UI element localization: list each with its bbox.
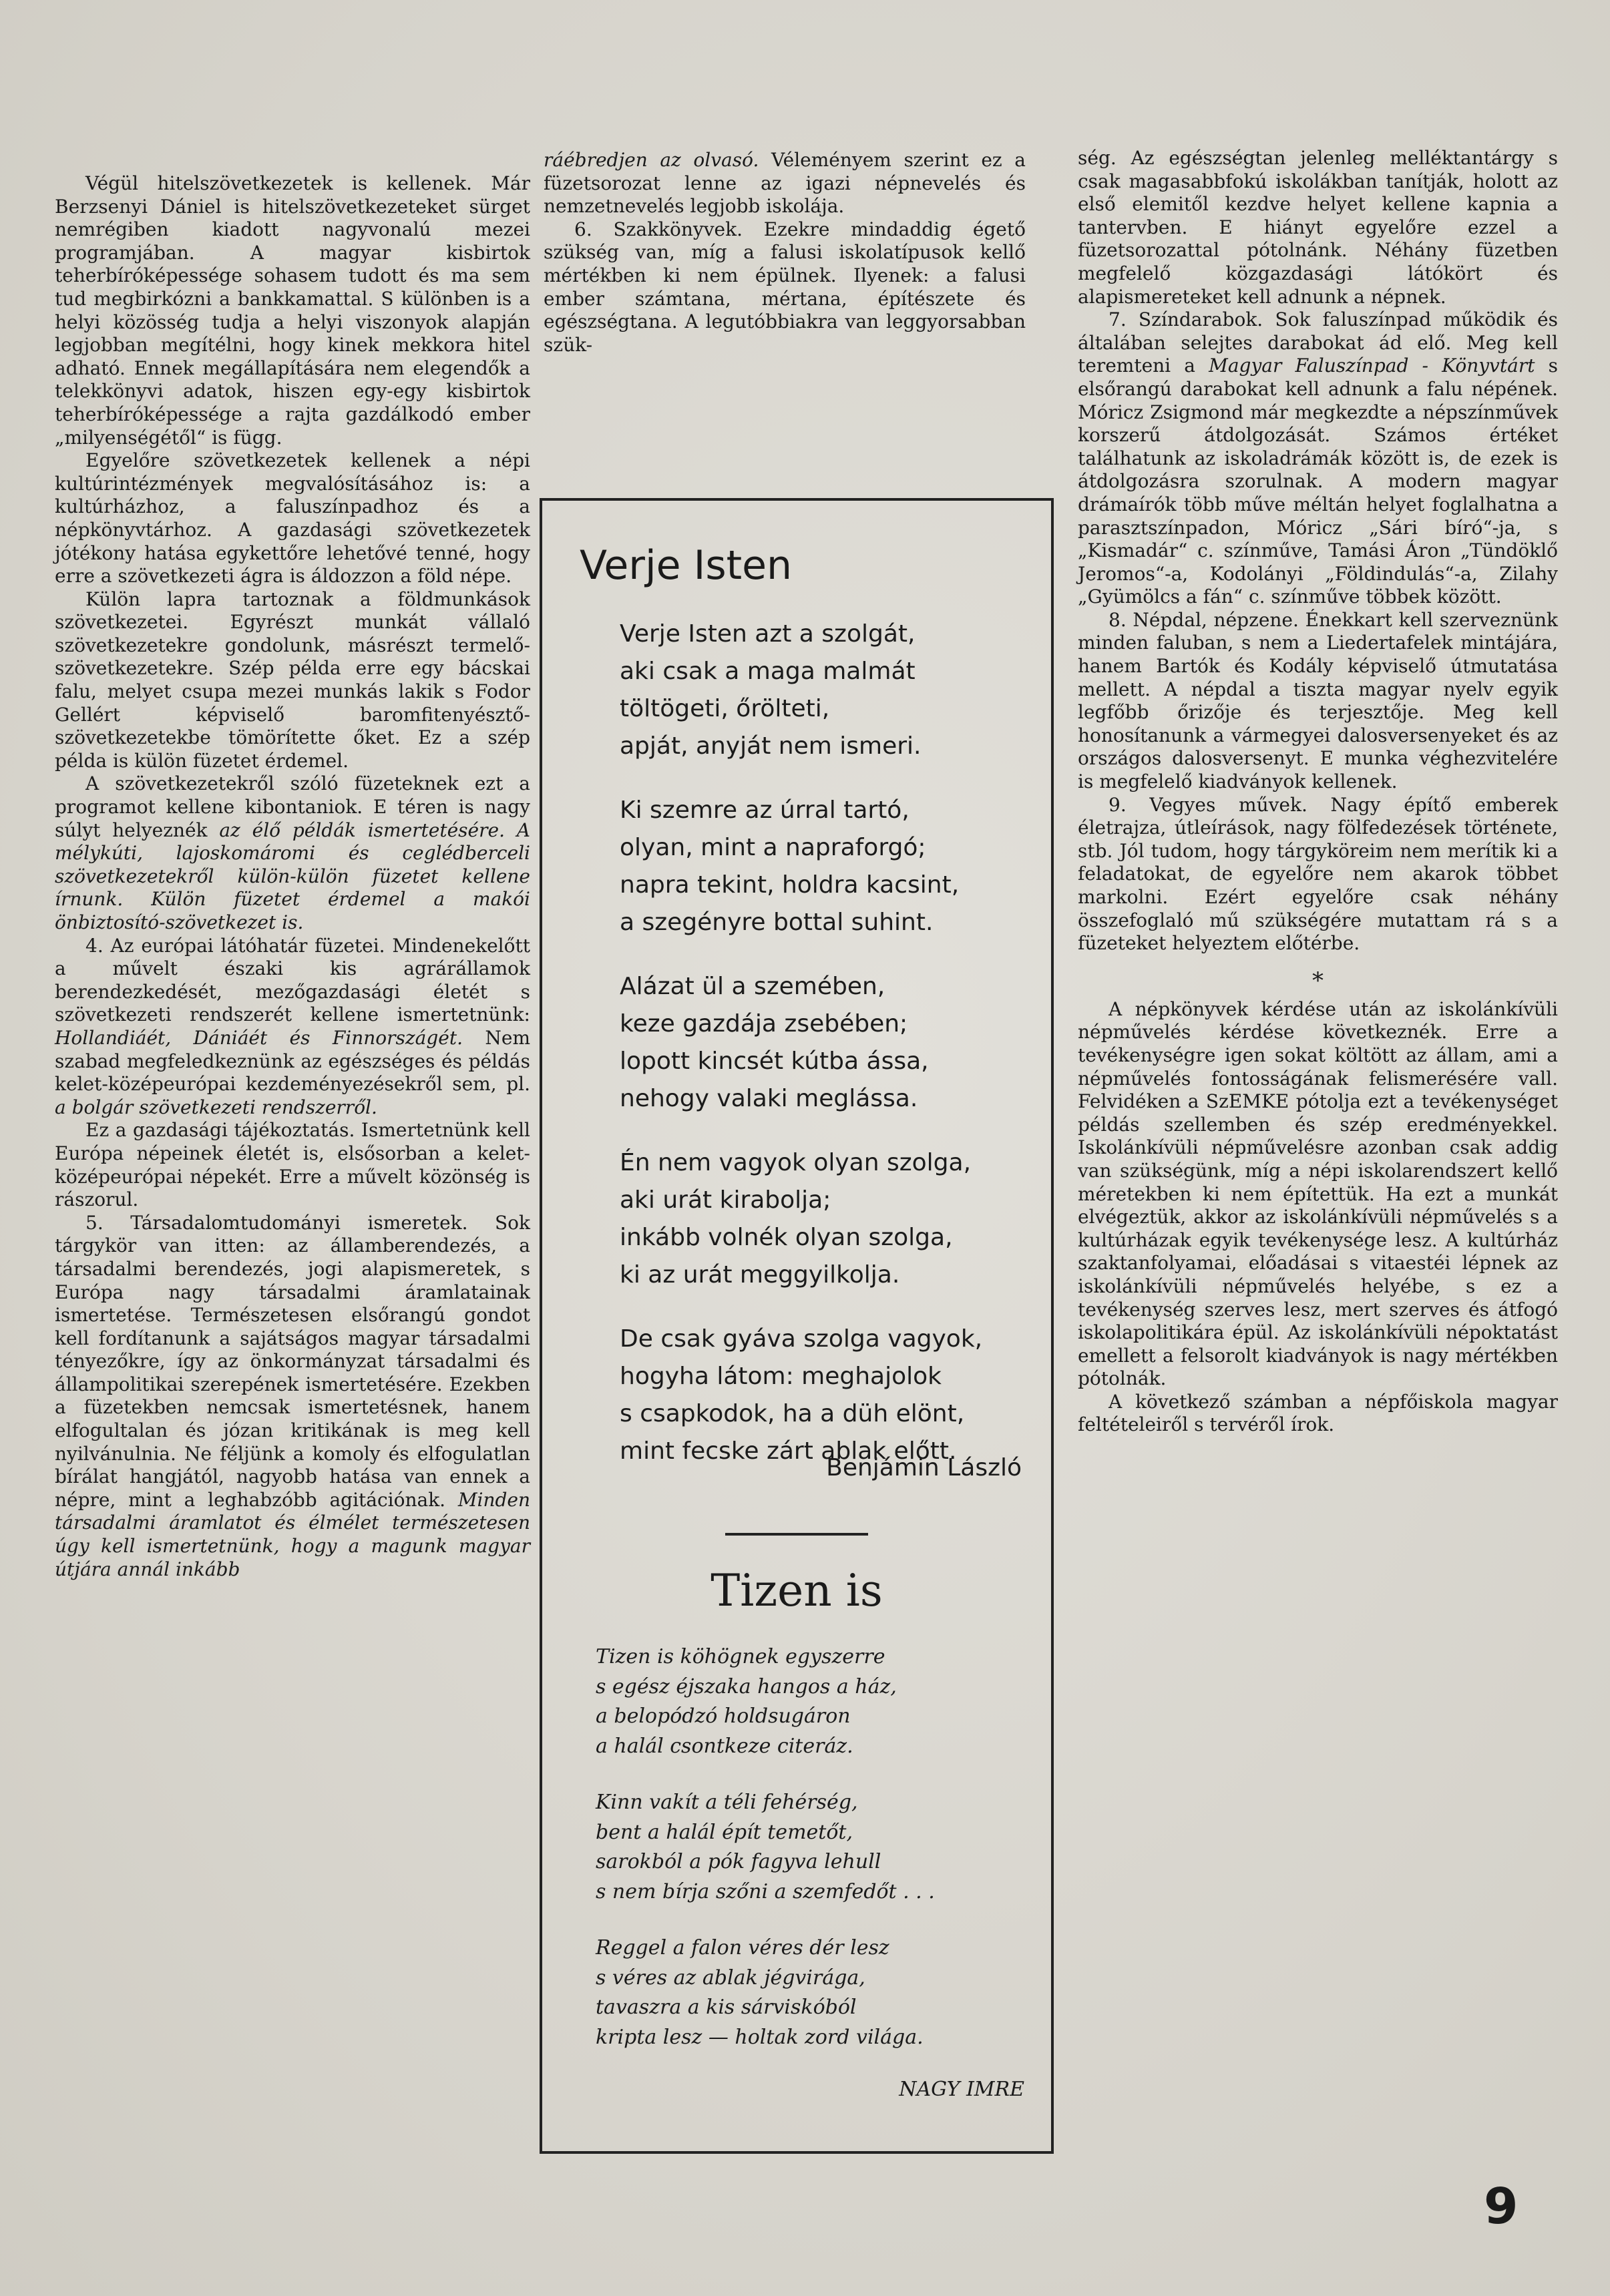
text-run: 9. Vegyes művek. Nagy építő emberek életrajza, útleírások, nagy fölfedezések története, stb. Jól tudom, hogy tárgyköreim nem merítik ki a feladatokat, de egyelőre nem akarok többet markolni. Ezért egyelőre csak néhány összefoglaló mű szükségére mutattam rá s a füzeteket helyeztem előtérbe.	[1078, 793, 1558, 955]
paragraph	[544, 149, 1026, 218]
poem-2-title: Tizen is	[711, 1565, 883, 1616]
page-number: 9	[1484, 2178, 1519, 2235]
paragraph	[1078, 998, 1558, 1391]
section-separator: *	[1312, 967, 1324, 994]
paragraph	[55, 1212, 530, 1582]
right-column	[1078, 147, 1558, 1437]
poem-line: töltögeti, őrölteti,	[620, 695, 830, 722]
text-run: 8. Népdal, népzene. Énekkart kell szerveznünk minden faluban, s nem a Liedertafelek mintájára, hanem Bartók és Kodály képviselő útmutatása mellett. A népdal a tiszta magyar nyelv egyik legfőbb őrizője és terjesztője. Meg kell honosítanunk a vármegyei dalosversenyeket és az országos dalosversenyt. E munka véghezvitelére is megfelelő kiadványok kellenek.	[1078, 608, 1558, 793]
poem-line: tavaszra a kis sárviskóból	[596, 1996, 857, 2019]
stanza	[620, 616, 1047, 765]
paragraph	[55, 935, 530, 1120]
italic-text: Magyar Faluszínpad - Könyvtárt	[1209, 355, 1535, 377]
poem-line: Reggel a falon véres dér lesz	[596, 1936, 889, 1960]
poem-line: s egész éjszaka hangos a ház,	[596, 1674, 897, 1698]
poem-line: nehogy valaki meglássa.	[620, 1085, 918, 1112]
divider-rule	[725, 1533, 868, 1536]
paragraph	[55, 172, 530, 449]
text-run: s elsőrangú darabokat kell adnunk a falu népének. Móricz Zsigmond már megkezdte a népszínművek korszerű átdolgozását. Számos értéket találhatunk az iskoladrámák között is, de ezek is átdolgozásra szorulnak. A modern magyar drámaírók több műve méltán helyet foglalhatna a parasztszínpadon, Móricz „Sári bíró“-ja, s „Kismadár“ c. színműve, Tamási Áron „Tündöklő Jeromos“-a, Kodolányi „Földindulás“-a, Zilahy „Gyümölcs a fán“ c. színműve többek között.	[1078, 355, 1558, 608]
poem-2-body	[596, 1642, 1036, 2079]
poem-line: inkább volnék olyan szolga,	[620, 1224, 953, 1251]
paragraph	[1078, 147, 1558, 308]
text-run: Végül hitelszövetkezetek is kellenek. Már Berzsenyi Dániel is hitelszövetkezeteket sürget nemrégiben kiadott nagyvonalú mezei programjában. A magyar kisbirtok teherbíróképessége sohasem tudott és ma sem tud megbirkózni a bankkamattal. S különben is a helyi közösség tudja a helyi viszonyok alapján legjobban megítélni, hogy kinek mekkora hitel adható. Ennek megállapítására nem elegendők a telekkönyvi adatok, hiszen egy-egy kisbirtok teherbíróképessége a rajta gazdálkodó ember „milyenségétől“ is függ.	[55, 172, 530, 449]
text-run: ség. Az egészségtan jelenleg melléktantárgy s csak magasabbfokú iskolákban tanítják, holott az első elemitől kezdve helyet kellene kapnia a tantervben. E hiányt egyelőre ezzel a füzetsorozattal pótolnánk. Néhány füzetben megfelelő közgazdasági látókört és alapismereteket kell adnunk a népnek.	[1078, 147, 1558, 308]
paragraph	[544, 218, 1026, 357]
text-run: 6. Szakkönyvek. Ezekre mindaddig égető szükség van, míg a falusi iskolatípusok kellő mértékben ki nem épülnek. Ilyenek: a falusi ember számtana, mértana, építészete és egészségtana. A legutóbbiakra van leggyorsabban szük-	[544, 218, 1026, 356]
poem-line: apját, anyját nem ismeri.	[620, 732, 922, 760]
stanza	[596, 1788, 1036, 1907]
stanza	[620, 1144, 1047, 1294]
italic-text: az élő példák ismertetésére. A mélykúti, lajoskomáromi és ceglédberceli szövetkezetekről külön-külön füzetet kellene írnunk. Külön füzetet érdemel a makói önbiztosító-szövetkezet is.	[55, 819, 531, 933]
middle-column-text	[544, 149, 1026, 357]
poem-line: a belopódzó holdsugáron	[596, 1704, 851, 1728]
poem-line: s véres az ablak jégvirága,	[596, 1966, 865, 1990]
text-run: 4. Az európai látóhatár füzetei. Mindenekelőtt a művelt északi kis agrárállamok berendezkedését, mezőgazdasági életét s szövetkezeti rendszerét kellene ismertetnünk:	[55, 934, 530, 1026]
poem-line: Én nem vagyok olyan szolga,	[620, 1149, 972, 1176]
italic-text: a bolgár szövetkezeti rendszerről.	[55, 1096, 377, 1118]
poem-2-author: NAGY IMRE	[899, 2078, 1024, 2101]
poem-1-body	[620, 616, 1047, 1497]
poem-line: bent a halál épít temetőt,	[596, 1820, 853, 1844]
poem-line: a halál csontkeze citeráz.	[596, 1734, 853, 1758]
stanza	[620, 1321, 1047, 1470]
paragraph	[1078, 1391, 1558, 1437]
poem-line: sarokból a pók fagyva lehull	[596, 1850, 881, 1873]
poem-1-title: Verje Isten	[580, 542, 793, 589]
paragraph	[55, 772, 530, 934]
text-run: Egyelőre szövetkezetek kellenek a népi kultúrintézmények megvalósításához is: a kultúrházhoz, a faluszínpadhoz és a népkönyvtárhoz. A gazdasági szövetkezetek jótékony hatása egykettőre lehetővé tenné, hogy erre a szövetkezeti ágra is áldozzon a föld népe.	[55, 449, 530, 588]
poem-line: s csapkodok, ha a düh elönt,	[620, 1400, 965, 1427]
poem-line: Tizen is köhögnek egyszerre	[596, 1645, 885, 1668]
poem-line: Kinn vakít a téli fehérség,	[596, 1791, 858, 1814]
poem-line: kripta lesz — holtak zord világa.	[596, 2025, 924, 2049]
poems-box	[540, 498, 1054, 2154]
italic-text: Minden társadalmi áramlatot és élmélet természetesen úgy kell ismertetnünk, hogy a magunk magyar útjára annál inkább	[55, 1488, 530, 1580]
poem-line: Alázat ül a szemében,	[620, 973, 885, 1000]
paragraph	[55, 449, 530, 588]
text-run: 5. Társadalomtudományi ismeretek. Sok tárgykör van itten: az államberendezés, a társadalmi berendezés, jogi alapismeretek, s Európa nagy társadalmi áramlatainak ismertetése. Természetesen elsőrangú gondot kell fordítanunk a sajátságos magyar társadalmi tényezőkre, így az önkormányzat társadalmi és állampolitikai szerepének ismertetésére. Ezekben a füzetekben nemcsak ismertetésnek, hanem elfogultalan és józan kritikának is meg kell nyilvánulnia. Ne féljünk a komoly és elfogulatlan bírálat hangjától, nagyobb hatása van ennek a népre, mint a leghabzóbb agitációnak.	[55, 1211, 530, 1511]
paragraph	[55, 588, 530, 773]
stanza	[620, 968, 1047, 1118]
stanza	[620, 792, 1047, 941]
text-run: A következő számban a népfőiskola magyar feltételeiről s tervéről írok.	[1078, 1390, 1558, 1436]
right-column-bottom	[1078, 998, 1558, 1437]
left-column	[55, 172, 530, 1581]
paragraph	[1078, 609, 1558, 794]
text-run: Külön lapra tartoznak a földmunkások szövetkezetei. Egyrészt munkát vállaló szövetkezetekre gondolunk, másrészt termelő-szövetkezetekre. Szép példa erre egy bácskai falu, melyet csupa mezei munkás lakik s Fodor Gellért képviselő baromfitenyésztő-szövetkezetekbe tömörítette őket. Ez a szép példa is külön füzetet érdemel.	[55, 588, 530, 772]
paragraph	[55, 1119, 530, 1211]
poem-line: mint fecske zárt ablak előtt.	[620, 1437, 957, 1465]
text-run: Véleményem szerint ez a füzetsorozat lenne az igazi népnevelés és nemzetnevelés legjobb iskolája.	[544, 149, 1026, 218]
poem-1-author: Benjámin László	[826, 1454, 1022, 1481]
text-run: Nem szabad megfeledkeznünk az egészséges és példás kelet-középeurópai kezdeményezésekről sem, pl.	[55, 1026, 530, 1096]
poem-line: Verje Isten azt a szolgát,	[620, 620, 916, 648]
italic-text: ráébredjen az olvasó.	[544, 149, 759, 171]
poem-line: s nem bírja szőni a szemfedőt . . .	[596, 1879, 935, 1903]
poem-line: aki urát kirabolja;	[620, 1186, 831, 1214]
poem-line: hogyha látom: meghajolok	[620, 1363, 942, 1390]
poem-line: napra tekint, holdra kacsint,	[620, 871, 960, 899]
stanza	[596, 1933, 1036, 2052]
poem-line: aki csak a maga malmát	[620, 658, 916, 685]
paragraph	[1078, 308, 1558, 609]
right-column-top	[1078, 147, 1558, 955]
text-run: A népkönyvek kérdése után az iskolánkívüli népművelés kérdése következnék. Erre a tevékenységre igen sokat költött az állam, ami a népművelés fontosságának felismerésére vall. Felvidéken a SzEMKE pótolja ezt a tevékenységet példás szellemben és szép eredményekkel. Iskolánkívüli népművelésre azonban csak addig van szükségünk, míg a népi iskolarendszert kellő méretekben ki nem építettük. Ha ezt a munkát elvégeztük, akkor az iskolánkívüli népművelés s a kultúrházak egyik tevékenysége lesz. A kultúrház szaktanfolyamai, előadásai s vitaestéi lépnek az iskolánkívüli népművelés helyébe, s ez a tevékenység szerves lesz, mert szerves és átfogó iskolapolitikára épül. Az iskolánkívüli népoktatást emellett a felsorolt kiadványok is nagy mértékben pótolnák.	[1078, 997, 1558, 1390]
poem-line: a szegényre bottal suhint.	[620, 909, 934, 936]
poem-line: olyan, mint a napraforgó;	[620, 834, 926, 861]
text-run: A szövetkezetekről szóló füzeteknek ezt a programot kellene kibontaniok. E téren is nagy súlyt helyeznék	[55, 772, 530, 841]
poem-line: ki az urát meggyilkolja.	[620, 1261, 900, 1289]
stanza	[596, 1642, 1036, 1761]
text-run: Ez a gazdasági tájékoztatás. Ismertetnünk kell Európa népeinek életét is, elsősorban a kelet-középeurópai népekét. Erre a művelt közönség is rászorul.	[55, 1119, 530, 1211]
paragraph	[1078, 794, 1558, 955]
poem-line: De csak gyáva szolga vagyok,	[620, 1325, 983, 1353]
text-run: 7. Színdarabok. Sok faluszínpad működik és általában selejtes darabokat ád elő. Meg kell teremteni a	[1078, 308, 1558, 377]
poem-line: keze gazdája zsebében;	[620, 1010, 908, 1038]
italic-text: Hollandiáét, Dániáét és Finnországét.	[55, 1026, 463, 1049]
poem-line: Ki szemre az úrral tartó,	[620, 796, 910, 824]
poem-line: lopott kincsét kútba ássa,	[620, 1048, 929, 1075]
